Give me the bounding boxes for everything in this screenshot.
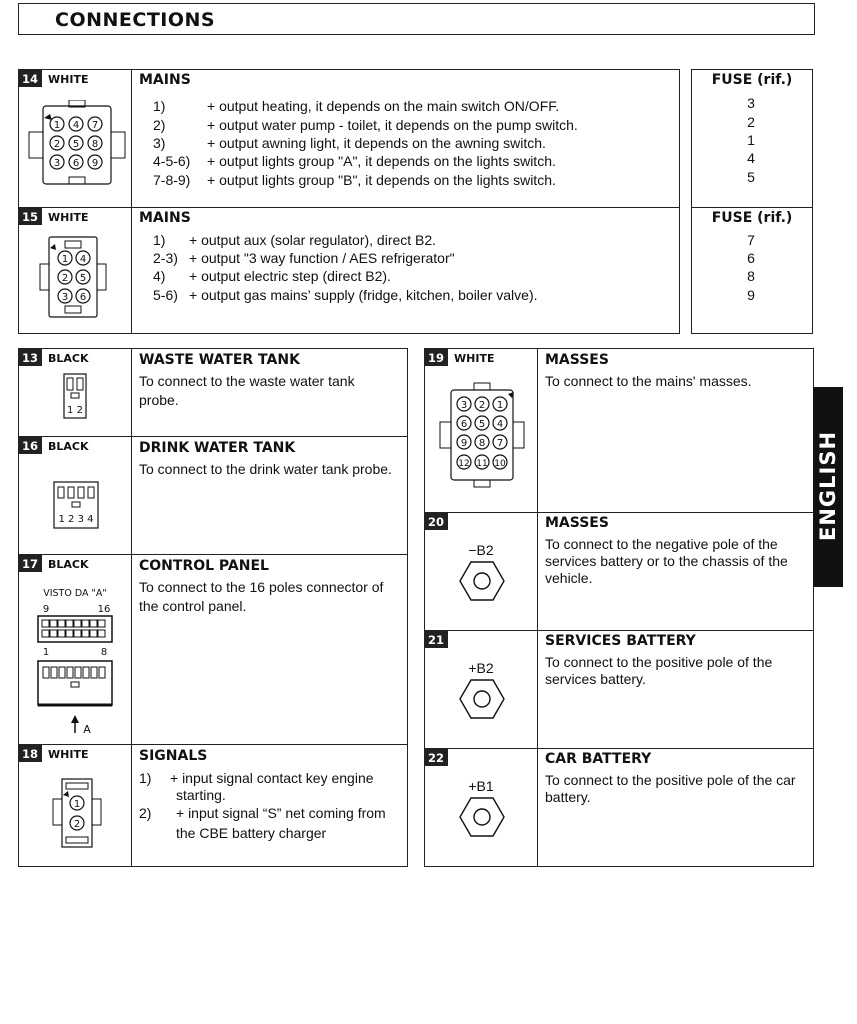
fuse-header: FUSE (rif.) xyxy=(711,72,793,88)
connector-number: 14 xyxy=(18,70,42,87)
page-title-box xyxy=(18,3,815,35)
pin-label: 5 xyxy=(72,139,80,150)
section-description: To connect to the positive pole of the car battery. xyxy=(545,772,796,805)
pin-label: 5 xyxy=(478,419,486,430)
connector-color: WHITE xyxy=(454,352,495,365)
pin-number: 1 xyxy=(42,647,50,658)
fuse-ref: 1 xyxy=(747,132,755,148)
pin-label: 4 xyxy=(72,120,80,131)
connector-16-header xyxy=(18,437,89,455)
connector-13-diagram xyxy=(56,372,96,422)
pin-description: + output lights group "A", it depends on the lights switch. xyxy=(207,153,556,169)
pin-description-cont: starting. xyxy=(176,787,226,803)
fuse-ref: 7 xyxy=(747,232,755,248)
pin-description: + output electric step (direct B2). xyxy=(189,268,391,284)
language-label: ENGLISH xyxy=(816,430,840,542)
connector-number: 20 xyxy=(424,513,448,530)
connector-number: 16 xyxy=(18,437,42,454)
pin-label: 10 xyxy=(494,459,506,469)
connector-21-header xyxy=(424,631,454,649)
pin-label: 1 xyxy=(496,400,504,411)
pin-ref: 2-3) xyxy=(153,250,178,266)
view-label: VISTO DA "A" xyxy=(43,588,107,599)
connector-color: WHITE xyxy=(48,73,89,86)
pin-label: 11 xyxy=(476,459,488,469)
connector-color: BLACK xyxy=(48,558,89,571)
divider xyxy=(131,69,132,208)
pin-description: + output "3 way function / AES refrigerator" xyxy=(189,250,455,266)
pin-label: 3 xyxy=(53,158,61,169)
pin-description: + input signal contact key engine xyxy=(170,770,374,786)
pin-number: 16 xyxy=(97,604,111,615)
pin-ref: 7-8-9) xyxy=(153,172,191,188)
pin-label: 7 xyxy=(91,120,99,131)
pin-label: 9 xyxy=(460,438,468,449)
language-side-tab xyxy=(813,387,843,587)
pin-number: 8 xyxy=(100,647,108,658)
terminal-label: −B2 xyxy=(468,542,494,558)
pin-description: + output water pump - toilet, it depends on the pump switch. xyxy=(207,117,578,133)
connector-17-header xyxy=(18,555,89,573)
terminal-label: +B2 xyxy=(468,660,494,676)
pin-label: 2 xyxy=(61,273,69,284)
divider xyxy=(131,348,132,867)
section-description: To connect to the 16 poles connector of the control panel. xyxy=(139,579,384,614)
section-description: To connect to the waste water tank probe. xyxy=(139,373,355,408)
connector-15-diagram xyxy=(38,234,108,322)
section-title: DRINK WATER TANK xyxy=(139,440,296,456)
pin-description-cont: the CBE battery charger xyxy=(176,825,327,841)
connector-color: BLACK xyxy=(48,440,89,453)
pin-label: 6 xyxy=(460,419,468,430)
connector-color: BLACK xyxy=(48,352,89,365)
pin-description: + output lights group "B", it depends on the lights switch. xyxy=(207,172,556,188)
connector-number: 17 xyxy=(18,555,42,572)
connector-number: 21 xyxy=(424,631,448,648)
pin-label: 1 xyxy=(53,120,61,131)
section-description: To connect to the drink water tank probe. xyxy=(139,461,392,477)
pin-label: 4 xyxy=(79,254,87,265)
pin-numbers: 1 2 3 4 xyxy=(58,514,94,525)
connector-18-diagram xyxy=(50,775,105,855)
divider xyxy=(537,348,538,867)
pin-label: 6 xyxy=(72,158,80,169)
terminal-nut-icon xyxy=(458,560,506,602)
section-title: CONTROL PANEL xyxy=(139,558,269,574)
connector-number: 19 xyxy=(424,349,448,366)
page-title: CONNECTIONS xyxy=(55,9,216,31)
fuse-ref: 4 xyxy=(747,150,755,166)
terminal-nut-icon xyxy=(458,796,506,838)
section-description: To connect to the mains' masses. xyxy=(545,373,752,389)
pin-label: 9 xyxy=(91,158,99,169)
pin-label: 2 xyxy=(53,139,61,150)
connector-13-header xyxy=(18,349,89,367)
pin-ref: 2) xyxy=(153,117,166,133)
fuse-ref: 9 xyxy=(747,287,755,303)
connector-14-diagram xyxy=(22,100,127,190)
pin-label: 12 xyxy=(458,459,470,469)
connector-number: 13 xyxy=(18,349,42,366)
pin-ref: 4) xyxy=(153,268,166,284)
section-title: CAR BATTERY xyxy=(545,751,652,767)
pin-ref: 1) xyxy=(153,98,166,114)
connector-19-diagram xyxy=(436,380,528,490)
pin-label: 1 xyxy=(73,799,81,810)
divider xyxy=(424,748,814,749)
section-description: To connect to the positive pole of the services battery. xyxy=(545,654,773,687)
fuse-ref: 5 xyxy=(747,169,755,185)
pin-ref: 5-6) xyxy=(153,287,178,303)
pin-ref: 2) xyxy=(139,805,152,821)
section-title: WASTE WATER TANK xyxy=(139,352,300,368)
pin-label: 8 xyxy=(91,139,99,150)
pin-label: 8 xyxy=(478,438,486,449)
pin-description: + input signal “S” net coming from xyxy=(176,805,386,821)
pin-description: + output aux (solar regulator), direct B2. xyxy=(189,232,437,248)
pin-description: + output gas mains’ supply (fridge, kitchen, boiler valve). xyxy=(189,287,538,303)
terminal-label: +B1 xyxy=(468,778,494,794)
connector-20-header xyxy=(424,513,454,531)
terminal-nut-icon xyxy=(458,678,506,720)
section-title: MASSES xyxy=(545,352,609,368)
connector-number: 22 xyxy=(424,749,448,766)
pin-label: 3 xyxy=(460,400,468,411)
pin-ref: 3) xyxy=(153,135,166,151)
divider xyxy=(424,630,814,631)
pin-number: 9 xyxy=(42,604,50,615)
pin-ref: 1) xyxy=(139,770,152,786)
fuse-ref: 6 xyxy=(747,250,755,266)
pin-description: + output heating, it depends on the main switch ON/OFF. xyxy=(207,98,560,114)
pin-label: 2 xyxy=(73,819,81,830)
connector-color: WHITE xyxy=(48,211,89,224)
pin-numbers: 1 2 xyxy=(67,405,83,416)
divider xyxy=(424,512,814,513)
fuse-ref: 3 xyxy=(747,95,755,111)
section-title: MAINS xyxy=(139,210,191,226)
pin-ref: 4-5-6) xyxy=(153,153,191,169)
connector-17-diagram xyxy=(30,583,125,738)
connector-16-diagram xyxy=(50,480,102,530)
pin-description: + output awning light, it depends on the awning switch. xyxy=(207,135,546,151)
section-title: MAINS xyxy=(139,72,191,88)
fuse-ref: 8 xyxy=(747,268,755,284)
arrow-label: A xyxy=(83,723,91,736)
section-title: SIGNALS xyxy=(139,748,208,764)
connector-15-header xyxy=(18,208,88,226)
fuse-ref: 2 xyxy=(747,114,755,130)
section-title: MASSES xyxy=(545,515,609,531)
connector-number: 15 xyxy=(18,208,42,225)
pin-label: 3 xyxy=(61,292,69,303)
fuse-header: FUSE (rif.) xyxy=(711,210,793,226)
connector-number: 18 xyxy=(18,745,42,762)
connector-14-header xyxy=(18,70,88,88)
section-title: SERVICES BATTERY xyxy=(545,633,696,649)
connector-19-header xyxy=(424,349,494,367)
pin-label: 5 xyxy=(79,273,87,284)
connector-18-header xyxy=(18,745,88,763)
pin-ref: 1) xyxy=(153,232,166,248)
pin-label: 7 xyxy=(496,438,504,449)
pin-label: 2 xyxy=(478,400,486,411)
connector-color: WHITE xyxy=(48,748,89,761)
connector-22-header xyxy=(424,749,454,767)
pin-label: 4 xyxy=(496,419,504,430)
pin-label: 6 xyxy=(79,292,87,303)
pin-label: 1 xyxy=(61,254,69,265)
section-description: To connect to the negative pole of the services battery or to the chassis of the vehicle. xyxy=(545,536,788,586)
divider xyxy=(131,207,132,334)
